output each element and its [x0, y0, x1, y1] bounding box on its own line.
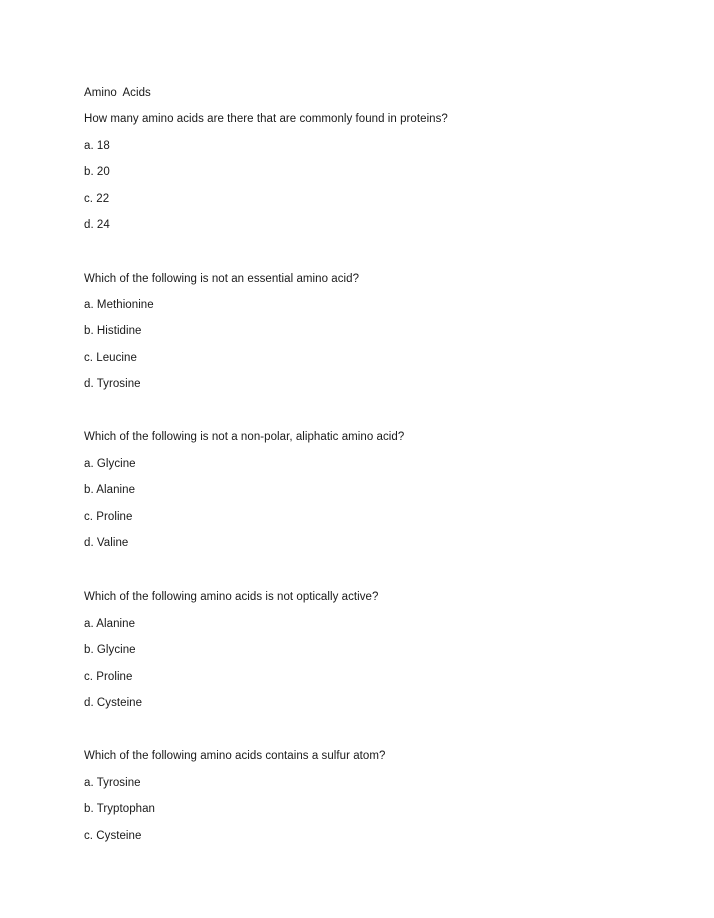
question-3-option-b: b. Alanine	[84, 484, 136, 496]
question-5-option-a: a. Tyrosine	[84, 777, 141, 789]
question-3-option-c: c. Proline	[84, 511, 133, 523]
question-3-text: Which of the following is not a non-polar, aliphatic amino acid?	[84, 431, 405, 443]
question-4-text: Which of the following amino acids is not optically active?	[84, 591, 379, 603]
question-2-option-a: a. Methionine	[84, 299, 154, 311]
question-4-option-d: d. Cysteine	[84, 697, 143, 709]
question-2-option-c: c. Leucine	[84, 352, 137, 364]
question-4-option-b: b. Glycine	[84, 644, 136, 656]
question-2-option-d: d. Tyrosine	[84, 378, 141, 390]
question-1-option-a: a. 18	[84, 140, 110, 152]
question-2-option-b: b. Histidine	[84, 325, 142, 337]
question-4-option-a: a. Alanine	[84, 618, 136, 630]
question-5-option-c: c. Cysteine	[84, 830, 142, 842]
question-1-text: How many amino acids are there that are commonly found in proteins?	[84, 113, 448, 125]
question-3-option-d: d. Valine	[84, 537, 129, 549]
question-4-option-c: c. Proline	[84, 671, 133, 683]
question-5-option-b: b. Tryptophan	[84, 803, 155, 815]
document-title: Amino Acids	[84, 87, 151, 99]
question-3-option-a: a. Glycine	[84, 458, 136, 470]
question-1-option-b: b. 20	[84, 166, 110, 178]
question-2-text: Which of the following is not an essential amino acid?	[84, 273, 360, 285]
question-1-option-c: c. 22	[84, 193, 110, 205]
question-5-text: Which of the following amino acids contains a sulfur atom?	[84, 750, 386, 762]
question-1-option-d: d. 24	[84, 219, 110, 231]
